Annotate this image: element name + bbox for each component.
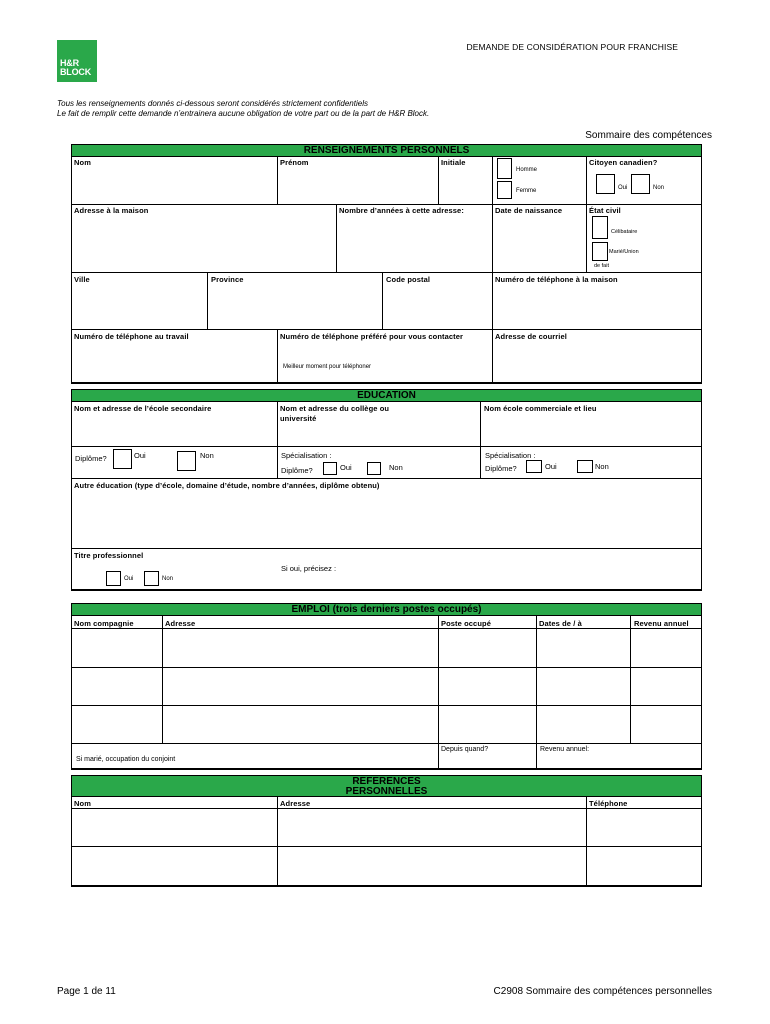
- college-diplome-non-checkbox[interactable]: [367, 462, 381, 475]
- logo-line2: BLOCK: [60, 67, 91, 77]
- province-label: Province: [211, 275, 244, 284]
- diplome-secondaire-non-label: Non: [200, 451, 214, 460]
- ville-field[interactable]: [72, 285, 206, 328]
- naissance-label: Date de naissance: [495, 206, 563, 215]
- citoyen-oui-checkbox[interactable]: [596, 174, 615, 194]
- prenom-field[interactable]: [278, 168, 437, 203]
- secondaire-field[interactable]: [72, 414, 276, 445]
- annees-field[interactable]: [337, 216, 491, 271]
- college-field[interactable]: [278, 424, 479, 445]
- tel-travail-label: Numéro de téléphone au travail: [74, 332, 189, 341]
- prenom-label: Prénom: [280, 158, 309, 167]
- intro-no-obligation: Le fait de remplir cette demande n’entrainera aucune obligation de votre part ou de la part de H&R Block.: [57, 109, 430, 118]
- col-nom-compagnie: Nom compagnie: [74, 619, 134, 628]
- celibataire-checkbox[interactable]: [592, 216, 608, 239]
- college-diplome-non-label: Non: [389, 463, 403, 472]
- secondaire-label: Nom et adresse de l’école secondaire: [74, 404, 212, 413]
- depuis-label: Depuis quand?: [441, 746, 489, 753]
- marie-checkbox[interactable]: [592, 242, 608, 261]
- college-diplome-oui-checkbox[interactable]: [323, 462, 337, 475]
- employment-row-3[interactable]: [72, 706, 701, 743]
- reference-row-2[interactable]: [72, 847, 701, 885]
- de-fait-label: de fait: [594, 263, 609, 269]
- commerciale-diplome-non-checkbox[interactable]: [577, 460, 593, 473]
- adresse-field[interactable]: [72, 216, 335, 271]
- logo-line1: H&R: [60, 58, 79, 68]
- tel-maison-field[interactable]: [493, 285, 700, 328]
- annees-label: Nombre d’années à cette adresse:: [339, 206, 464, 215]
- adresse-label: Adresse à la maison: [74, 206, 149, 215]
- province-field[interactable]: [208, 285, 381, 328]
- citoyen-non-label: Non: [653, 185, 665, 191]
- code-postal-field[interactable]: [383, 285, 491, 328]
- autre-education-label: Autre éducation (type d’école, domaine d’étude, nombre d’années, diplôme obtenu): [74, 481, 380, 490]
- employment-row-2[interactable]: [72, 668, 701, 705]
- form-subtitle: Sommaire des compétences: [585, 130, 712, 141]
- tel-prefere-label: Numéro de téléphone préféré pour vous contacter: [280, 332, 464, 341]
- college-diplome-label: Diplôme?: [281, 466, 313, 475]
- employment-row-1[interactable]: [72, 629, 701, 667]
- etat-civil-label: État civil: [589, 206, 621, 215]
- courriel-field[interactable]: [493, 342, 700, 382]
- code-postal-label: Code postal: [386, 275, 431, 284]
- hr-block-logo: [57, 40, 97, 82]
- commerciale-diplome-non-label: Non: [595, 462, 609, 471]
- college-specialisation-label: Spécialisation :: [281, 451, 332, 460]
- tel-prefere-field[interactable]: [278, 342, 491, 362]
- titre-pro-label: Titre professionnel: [74, 551, 144, 560]
- si-oui-field[interactable]: [345, 560, 699, 588]
- page-number: Page 1 de 11: [57, 986, 116, 997]
- homme-checkbox[interactable]: [497, 158, 512, 179]
- commerciale-diplome-oui-label: Oui: [545, 462, 557, 471]
- femme-label: Femme: [516, 188, 537, 194]
- tel-travail-field[interactable]: [72, 342, 276, 382]
- reference-row-1[interactable]: [72, 809, 701, 846]
- college-diplome-oui-label: Oui: [340, 463, 352, 472]
- commerciale-diplome-oui-checkbox[interactable]: [526, 460, 542, 473]
- col-dates: Dates de / à: [539, 619, 582, 628]
- col-adresse: Adresse: [165, 619, 196, 628]
- form-code: C2908 Sommaire des compétences personnelles: [493, 986, 712, 997]
- diplome-secondaire-oui-label: Oui: [134, 451, 146, 460]
- ref-col-telephone: Téléphone: [589, 799, 628, 808]
- references-heading-2: PERSONNELLES: [345, 786, 428, 797]
- citoyen-oui-label: Oui: [618, 185, 628, 191]
- courriel-label: Adresse de courriel: [495, 332, 567, 341]
- commerciale-specialisation-label: Spécialisation :: [485, 451, 536, 460]
- nom-field[interactable]: [72, 168, 276, 203]
- revenu-label: Revenu annuel:: [540, 746, 590, 753]
- col-revenu: Revenu annuel: [634, 619, 689, 628]
- meilleur-moment-label: Meilleur moment pour téléphoner: [283, 364, 372, 370]
- autre-education-field[interactable]: [72, 491, 700, 547]
- commerciale-diplome-label: Diplôme?: [485, 464, 517, 473]
- form-title: DEMANDE DE CONSIDÉRATION POUR FRANCHISE: [466, 42, 678, 52]
- celibataire-label: Célibataire: [611, 229, 638, 235]
- employment-heading: EMPLOI (trois derniers postes occupés): [71, 603, 702, 616]
- homme-label: Homme: [516, 167, 538, 173]
- citoyen-non-checkbox[interactable]: [631, 174, 650, 194]
- ref-col-nom: Nom: [74, 799, 91, 808]
- ville-label: Ville: [74, 275, 90, 284]
- titre-pro-non-label: Non: [162, 576, 174, 582]
- marie-label: Marié/Union: [609, 249, 639, 255]
- titre-pro-oui-checkbox[interactable]: [106, 571, 121, 586]
- college-label-2: université: [280, 414, 317, 423]
- college-label: Nom et adresse du collège ou: [280, 404, 390, 413]
- intro-confidential: Tous les renseignements donnés ci-dessous seront considérés strictement confidentiels: [57, 99, 368, 108]
- diplome-secondaire-label: Diplôme?: [75, 454, 107, 463]
- commerciale-field[interactable]: [481, 414, 700, 445]
- initiale-field[interactable]: [439, 168, 491, 203]
- col-poste: Poste occupé: [441, 619, 491, 628]
- diplome-secondaire-oui-checkbox[interactable]: [113, 449, 132, 469]
- commerciale-label: Nom école commerciale et lieu: [484, 404, 597, 413]
- femme-checkbox[interactable]: [497, 181, 512, 199]
- education-heading: EDUCATION: [71, 389, 702, 402]
- references-heading-1: REFERENCES: [352, 776, 421, 787]
- si-oui-label: Si oui, précisez :: [281, 564, 337, 573]
- citoyen-label: Citoyen canadien?: [589, 158, 658, 167]
- references-heading: [71, 775, 702, 797]
- personal-heading: RENSEIGNEMENTS PERSONNELS: [71, 144, 702, 157]
- conjoint-label: Si marié, occupation du conjoint: [76, 756, 176, 763]
- titre-pro-oui-label: Oui: [124, 576, 134, 582]
- titre-pro-non-checkbox[interactable]: [144, 571, 159, 586]
- tel-maison-label: Numéro de téléphone à la maison: [495, 275, 618, 284]
- naissance-field[interactable]: [493, 216, 585, 271]
- nom-label: Nom: [74, 158, 91, 167]
- initiale-label: Initiale: [441, 158, 466, 167]
- ref-col-adresse: Adresse: [280, 799, 311, 808]
- diplome-secondaire-non-checkbox[interactable]: [177, 451, 196, 471]
